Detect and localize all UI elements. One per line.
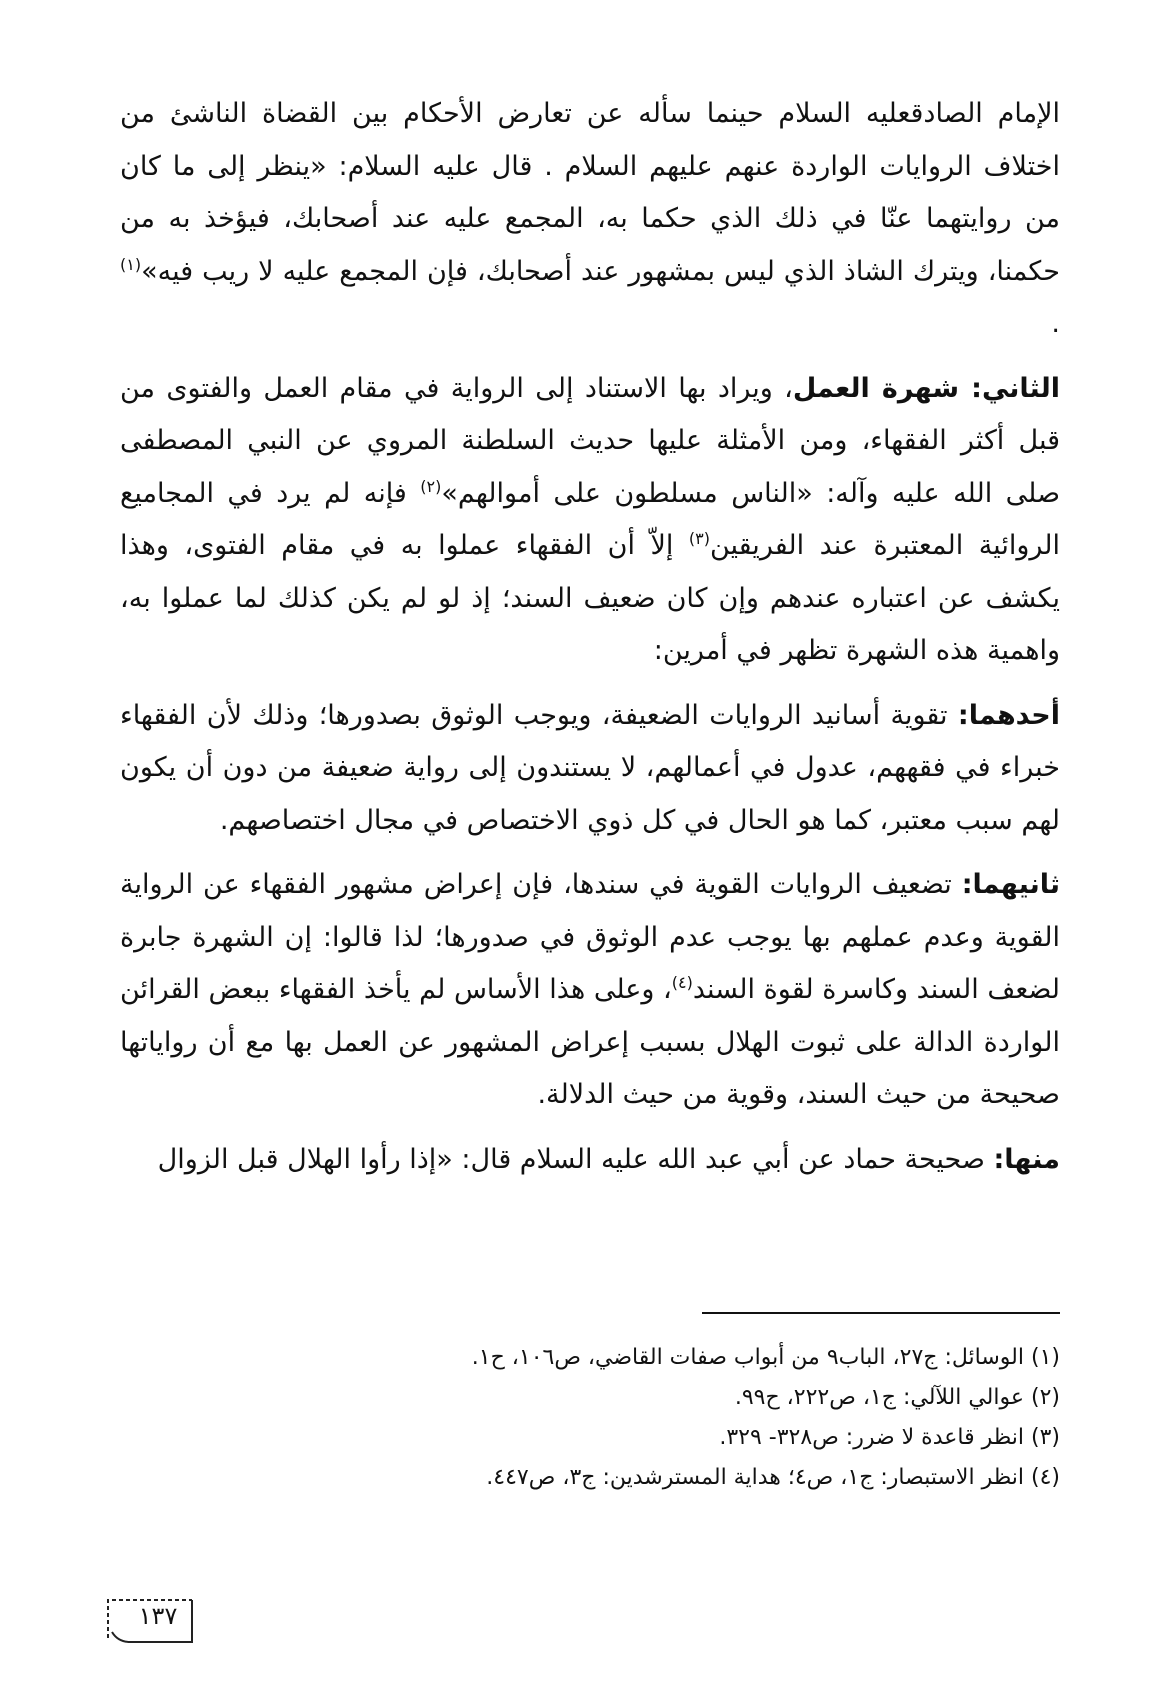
footnote-2: (٢) عوالي اللآلي: ج١، ص٢٢٢، ح٩٩. [734,1385,1060,1410]
footnote-ref-4[interactable]: (٤) [671,973,693,992]
paragraph-4-text-a: تضعيف الروايات القوية في سندها، فإن إعراض مشهور الفقهاء عن الرواية القوية وعدم عملهم بها يوجب عدم الوثوق في صدورها؛ لذا قالوا: إن الشهرة جابرة لضعف السند وكاسرة لقوة السند [120,869,1061,1005]
paragraph-3-text: تقوية أسانيد الروايات الضعيفة، ويوجب الوثوق بصدورها؛ وذلك لأن الفقهاء خبراء في فقههم، عدول في أعمالهم، لا يستندون إلى رواية ضعيفة من دون أن يكون لهم سبب معتبر، كما هو الحال في كل ذوي الاختصاص في مجال اختصاصهم. [120,699,1060,836]
paragraph-2-lead: الثاني: شهرة العمل [792,372,1060,404]
paragraph-2-text-b: فإنه لم يرد في المجاميع الروائية المعتبرة عند الفريقين [120,477,1060,561]
page-body [120,88,1060,1198]
paragraph-3 [120,690,1060,848]
footnote-ref-3[interactable]: (٣) [688,529,710,548]
paragraph-1 [120,88,1060,351]
paragraph-2 [120,363,1060,678]
paragraph-2-text-c: إلاّ أن الفقهاء عملوا به في مقام الفتوى، وهذا يكشف عن اعتباره عندهم وإن كان ضعيف السند؛ إذ لو لم يكن كذلك لما عملوا به، واهمية هذه الشهرة تظهر في أمرين: [120,530,1060,666]
footnote-ref-1[interactable]: (١) [120,254,142,274]
paragraph-4-text-b: ، وعلى هذا الأساس لم يأخذ الفقهاء ببعض القرائن الواردة الدالة على ثبوت الهلال بسبب إعراض المشهور عن العمل بها مع أن رواياتها صحيحة من حيث السند، وقوية من حيث الدلالة. [120,974,1060,1110]
paragraph-5-lead: منها: [993,1143,1060,1175]
page-number-box [100,1588,200,1646]
footnote-divider [702,1312,1060,1314]
paragraph-2-text-a: ، ويراد بها الاستناد إلى الرواية في مقام العمل والفتوى من قبل أكثر الفقهاء، ومن الأمثلة عليها حديث السلطنة المروي عن النبي المصطفى صلى الله عليه وآله: «الناس مسلطون على أموالهم» [120,372,1060,509]
footnote-ref-2[interactable]: (٢) [420,476,442,496]
footnote-4: (٤) انظر الاستبصار: ج١، ص٤؛ هداية المسترشدين: ج٣، ص٤٤٧. [486,1465,1060,1490]
paragraph-5-text: صحيحة حماد عن أبي عبد الله عليه السلام قال: «إذا رأوا الهلال قبل الزوال [157,1143,994,1175]
page-number: ١٣٧ [138,1602,178,1630]
footnote-1: (١) الوسائل: ج٢٧، الباب٩ من أبواب صفات القاضي، ص١٠٦، ح١. [471,1345,1060,1370]
footnotes [300,1338,1060,1498]
footnote-3: (٣) انظر قاعدة لا ضرر: ص٣٢٨- ٣٢٩. [719,1425,1060,1450]
paragraph-1-end: . [1051,308,1060,339]
paragraph-4-lead: ثانيهما: [961,869,1060,900]
paragraph-1-text: الإمام الصادقعليه السلام حينما سأله عن تعارض الأحكام بين القضاة الناشئ من اختلاف الروايات الواردة عنهم عليهم السلام . قال عليه السلام: «ينظر إلى ما كان من روايتهما عنّا في ذلك الذي حكما به، المجمع عليه عند أصحابك، فيؤخذ به من حكمنا، ويترك الشاذ الذي ليس بمشهور عند أصحابك، فإن المجمع عليه لا ريب فيه» [120,98,1060,287]
paragraph-5 [120,1134,1060,1187]
paragraph-4 [120,859,1060,1122]
paragraph-3-lead: أحدهما: [957,699,1060,731]
